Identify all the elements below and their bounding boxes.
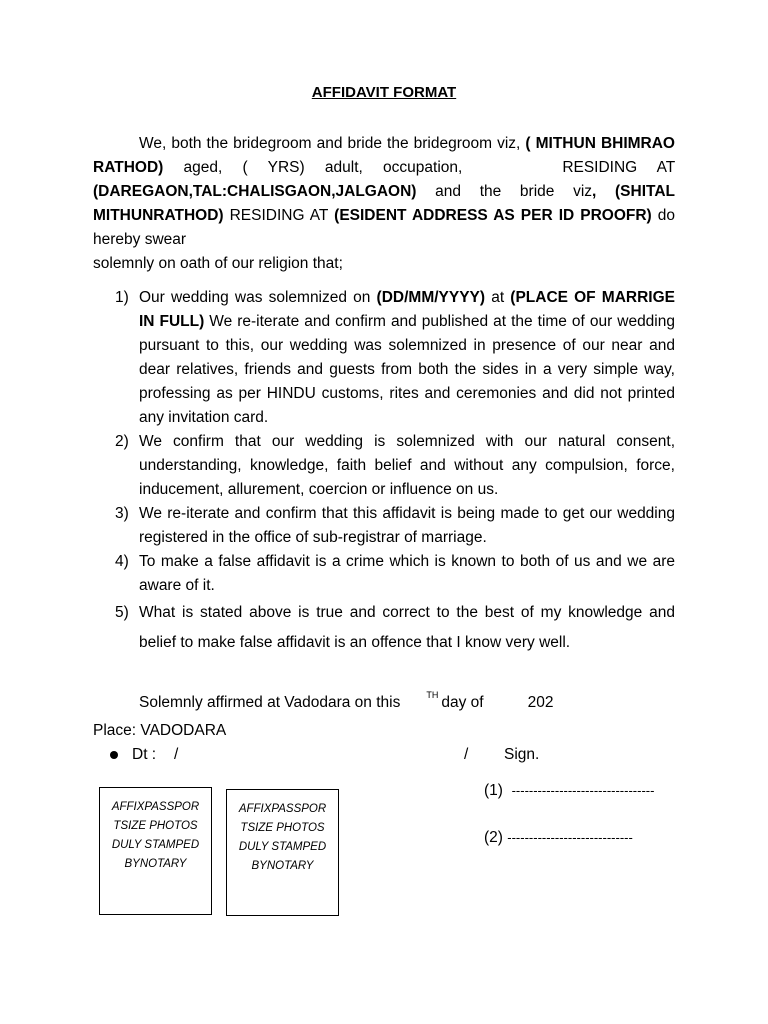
bullet-icon	[110, 751, 118, 759]
wedding-place: (PLACE OF MARRIGE IN FULL)	[139, 289, 675, 330]
wedding-date: (DD/MM/YYYY)	[376, 289, 486, 306]
photo-box	[99, 787, 212, 915]
photo-box-text: BYNOTARY	[251, 860, 314, 872]
signature-blank: ---------------------------------	[511, 783, 655, 798]
intro-text-1: We, both the bridegroom and bride the bridegroom viz,	[139, 135, 526, 152]
clause-text: at	[485, 289, 511, 306]
residing-label-2: RESIDING AT	[223, 207, 335, 224]
signature-blank: -----------------------------	[507, 830, 633, 845]
photo-box-text: DULY STAMPED	[238, 841, 327, 853]
date-separator: /	[464, 746, 469, 763]
signature-line-1	[484, 780, 654, 802]
clause-text: We re-iterate and confirm and published at the time of our wedding pursuant to this, our wedding was solemnized in presence of our near and dear relatives, friends and guests from both the sides in a very simple way, professing as per HINDU customs, rites and ceremonies and did not printed any invitation card.	[139, 313, 675, 426]
clauses-list	[93, 286, 675, 658]
intro-text-4: do hereby swear	[93, 207, 675, 248]
affirmation-line	[139, 684, 553, 714]
photo-box	[226, 789, 339, 916]
clause-text: Our wedding was solemnized on	[139, 289, 377, 306]
clause-text: What is stated above is true and correct to the best of my knowledge and belief to make false affidavit is an offence that I know very well.	[139, 604, 675, 651]
clause-item	[93, 550, 675, 598]
photo-box-text: AFFIXPASSPOR	[111, 801, 200, 813]
clause-text: We confirm that our wedding is solemnized with our natural consent, understanding, knowledge, faith belief and without any compulsion, force, inducement, allurement, coercion or influence on us.	[139, 433, 675, 498]
groom-name: ( MITHUN BHIMRAO RATHOD)	[93, 135, 675, 176]
photo-box-text: DULY STAMPED	[111, 839, 200, 851]
ordinal-suffix: TH	[426, 690, 439, 700]
clause-item	[93, 502, 675, 550]
photo-box-text: TSIZE PHOTOS	[240, 822, 325, 834]
intro-paragraph	[93, 132, 675, 252]
clause-text: We re-iterate and confirm that this affidavit is being made to get our wedding registered in the office of sub-registrar of marriage.	[139, 505, 675, 546]
photo-box-text: TSIZE PHOTOS	[113, 820, 198, 832]
clause-item	[93, 598, 675, 658]
intro-text-2: aged, ( YRS) adult, occupation,	[163, 159, 463, 176]
clause-item	[93, 430, 675, 502]
document-title: AFFIDAVIT FORMAT	[311, 84, 457, 101]
photo-box-text: BYNOTARY	[124, 858, 187, 870]
clause-text: To make a false affidavit is a crime which is known to both of us and we are aware of it.	[139, 553, 675, 594]
affirmation-text: Solemnly affirmed at Vadodara on this	[139, 694, 401, 711]
clause-number: 5)	[115, 604, 129, 621]
signature-line-2	[484, 827, 633, 849]
place-line: Place: VADODARA	[93, 722, 227, 739]
clause-item	[93, 286, 675, 430]
date-label: Dt :	[132, 746, 157, 763]
year-prefix: 202	[527, 694, 554, 711]
intro-tail: solemnly on oath of our religion that;	[93, 255, 343, 272]
clause-number: 3)	[115, 505, 129, 522]
signature-number: (1)	[484, 782, 503, 799]
photo-box-text: AFFIXPASSPOR	[238, 803, 327, 815]
sign-label: Sign.	[504, 746, 540, 763]
clause-number: 4)	[115, 553, 129, 570]
day-of-label: day of	[441, 694, 484, 711]
residing-label-1: RESIDING AT	[562, 159, 675, 176]
bride-name: , (SHITAL MITHUNRATHOD)	[93, 183, 675, 224]
clause-number: 2)	[115, 433, 129, 450]
bride-address: (ESIDENT ADDRESS AS PER ID PROOFR)	[334, 207, 652, 224]
clause-number: 1)	[115, 289, 129, 306]
groom-address: (DAREGAON,TAL:CHALISGAON,JALGAON)	[93, 183, 417, 200]
signature-number: (2)	[484, 829, 503, 846]
date-sign-row	[110, 744, 670, 766]
date-separator: /	[174, 746, 179, 763]
intro-text-3: and the bride viz	[416, 183, 593, 200]
